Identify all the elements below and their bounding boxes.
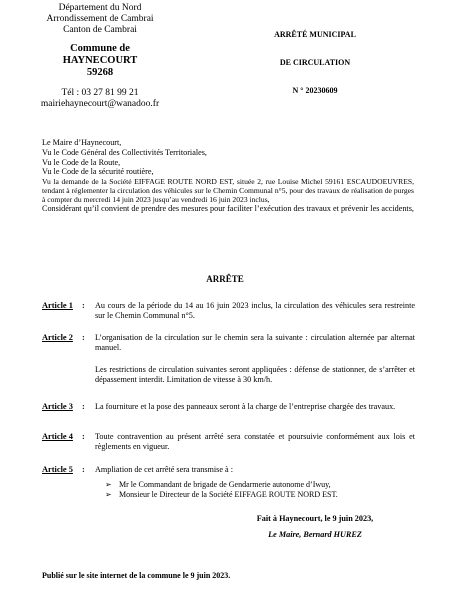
article-1-colon: :	[82, 301, 85, 310]
preamble-considerant: Considérant qu’il convient de prendre des mesures pour faciliter l’exécution des travaux et prévenir les accidents,	[42, 204, 414, 214]
article-5-label: Article 5	[42, 465, 73, 474]
article-2-label: Article 2	[42, 333, 73, 342]
recipient-eiffage: Monsieur le Directeur de la Société EIFFAGE ROUTE NORD EST.	[119, 490, 338, 499]
recipient-list	[105, 480, 415, 500]
canton-line: Canton de Cambrai	[63, 25, 137, 35]
phone-number: Tél : 03 27 81 99 21	[61, 88, 139, 98]
article-3-colon: :	[82, 402, 85, 411]
municipality-header	[10, 3, 190, 110]
article-5-colon: :	[82, 465, 85, 474]
commune-name-line1: Commune de	[70, 43, 130, 54]
preamble-cgct: Vu le Code Général des Collectivités Territoriales,	[42, 147, 207, 157]
arrow-bullet-icon: ➢	[105, 480, 112, 489]
commune-name-line2: HAYNECOURT	[62, 55, 138, 66]
preamble-demande: Vu la demande de la Société EIFFAGE ROUTE NORD EST, située 2, rue Louise Michel 59161 ESCAUDOEUVRES, tendant à réglementer la circulation des véhicules sur le Chemin Communal n°5, pour des travaux de réalisation de purges à compter du mercredi 14 juin 2023 jusqu’au vendredi 16 juin 2023 inclus,	[42, 177, 414, 205]
article-1-label: Article 1	[42, 301, 73, 310]
article-4-label: Article 4	[42, 432, 73, 441]
preamble-mayor: Le Maire d’Haynecourt,	[42, 138, 122, 147]
preamble-code-route: Vu le Code de la Route,	[42, 157, 121, 167]
article-2-text: L’organisation de la circulation sur le chemin sera la suivante : circulation alternée par alternat manuel.	[95, 333, 415, 352]
article-2-restrictions: Les restrictions de circulation suivantes seront appliquées : défense de stationner, de s’arrêter et dépassement interdit. Limitation de vitesse à 30 km/h.	[95, 365, 415, 384]
recipient-gendarmerie: Mr le Commandant de brigade de Gendarmerie autonome d’Iwuy,	[119, 480, 331, 489]
departement-line: Département du Nord	[58, 3, 142, 13]
signer-name: Le Maire, Bernard HUREZ	[268, 530, 362, 539]
article-3-text: La fourniture et la pose des panneaux seront à la charge de l’entreprise chargée des travaux.	[95, 402, 396, 411]
arrondissement-line: Arrondissement de Cambrai	[46, 14, 154, 24]
publication-note: Publié sur le site internet de la commune le 9 juin 2023.	[42, 571, 231, 580]
article-3-label: Article 3	[42, 402, 73, 411]
article-2-colon: :	[82, 333, 85, 342]
decree-number: N ° 20230609	[292, 86, 338, 95]
decree-type-title: ARRÊTÉ MUNICIPAL	[274, 30, 356, 39]
preamble	[42, 138, 414, 214]
article-5-text: Ampliation de cet arrêté sera transmise à :	[95, 465, 233, 474]
decree-heading: ARRÊTE	[206, 274, 244, 284]
email-address: mairiehaynecourt@wanadoo.fr	[40, 99, 160, 109]
list-item	[105, 490, 415, 500]
decree-subtitle: DE CIRCULATION	[279, 58, 351, 67]
arrow-bullet-icon: ➢	[105, 490, 112, 499]
article-4-text: Toute contravention au présent arrêté sera constatée et poursuivie conformément aux lois et règlements en vigueur.	[95, 432, 415, 451]
list-item	[105, 480, 415, 490]
article-4-colon: :	[82, 432, 85, 441]
preamble-securite-routiere: Vu le Code de la sécurité routière,	[42, 167, 154, 177]
article-1-text: Au cours de la période du 14 au 16 juin 2023 inclus, la circulation des véhicules sera restreinte sur le Chemin Communal n°5.	[95, 301, 415, 320]
commune-postcode: 59268	[86, 67, 114, 78]
place-and-date: Fait à Haynecourt, le 9 juin 2023,	[256, 514, 374, 523]
